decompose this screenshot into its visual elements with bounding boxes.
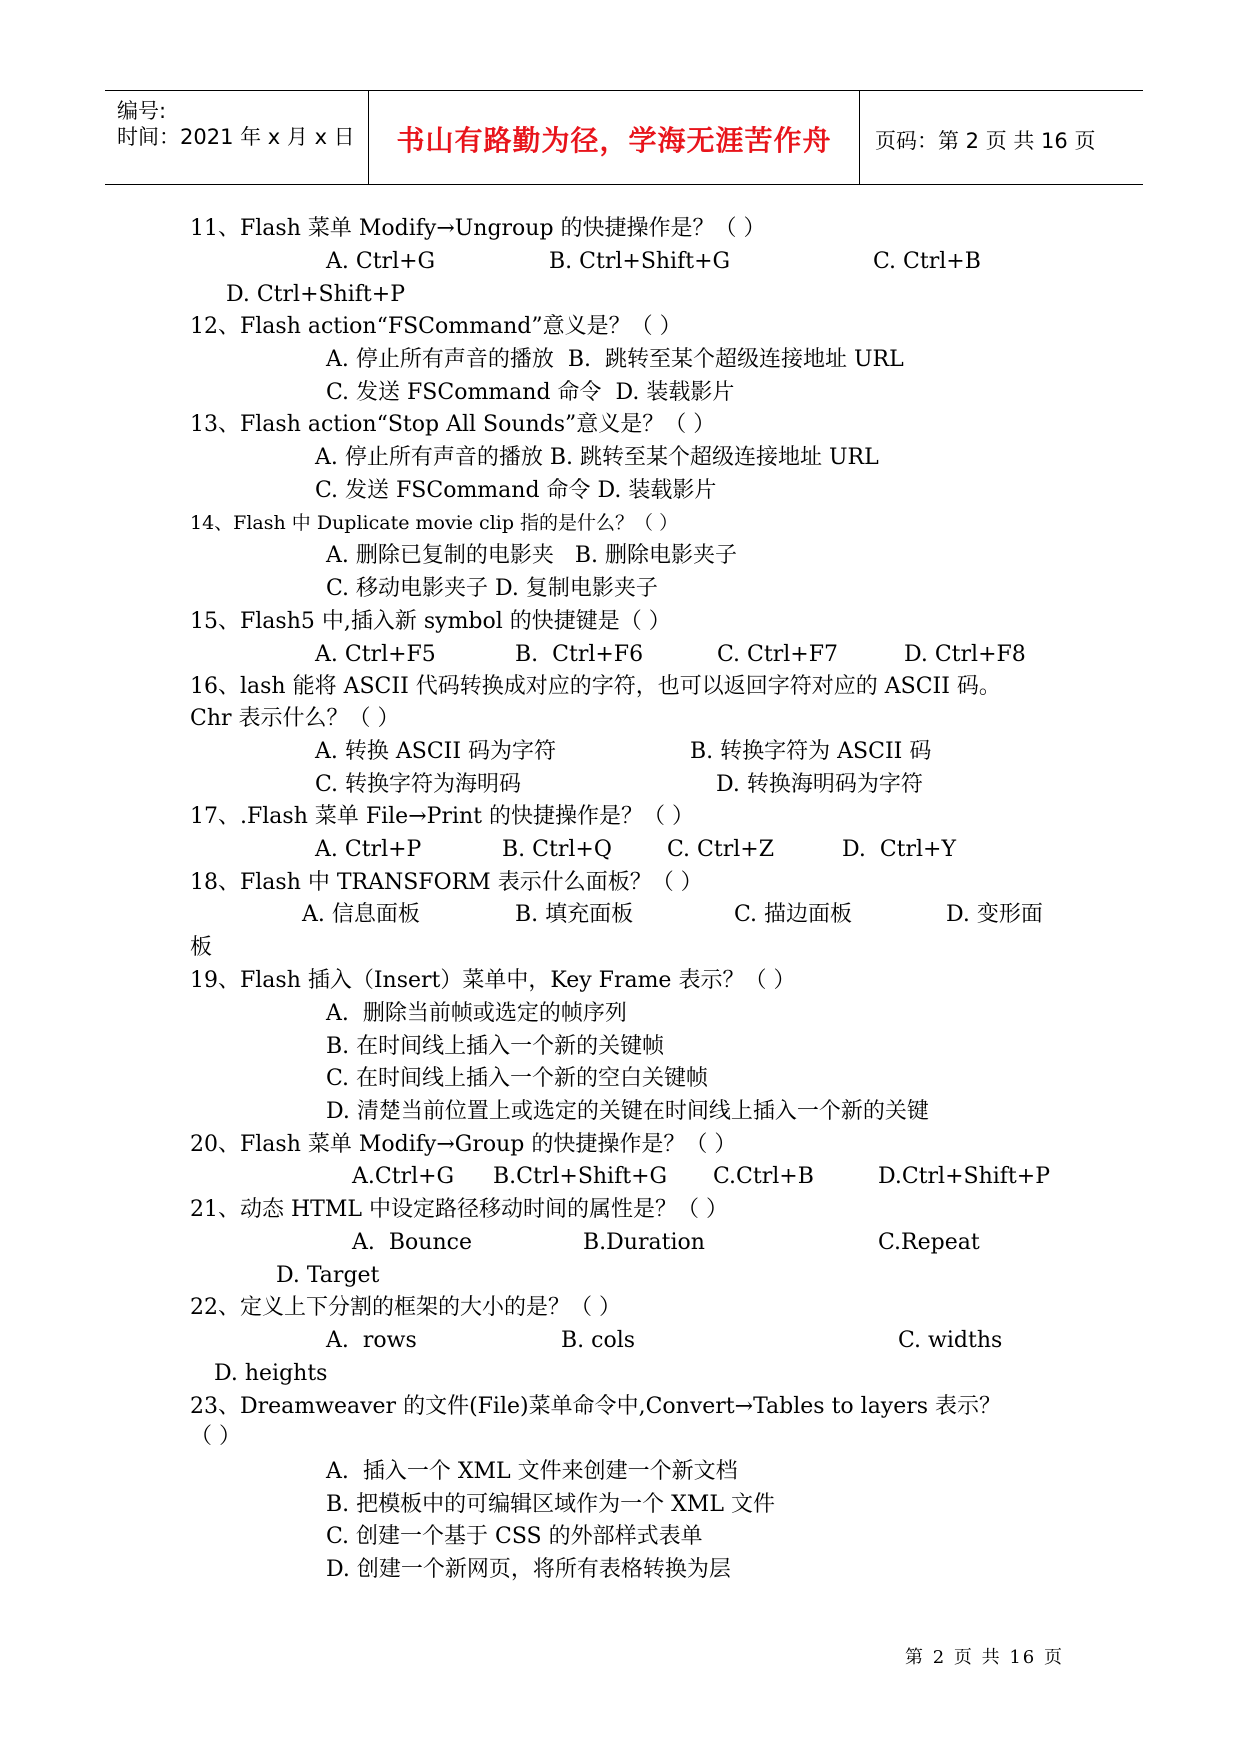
question-19-option-d: D. 清楚当前位置上或选定的关键在时间线上插入一个新的关键 (326, 1099, 929, 1124)
question-20-option-b: B.Ctrl+Shift+G (493, 1164, 668, 1189)
question-19-option-a: A. 删除当前帧或选定的帧序列 (326, 1001, 627, 1026)
question-21-option-d: D. Target (276, 1263, 380, 1288)
question-20-option-a: A.Ctrl+G (352, 1164, 455, 1189)
question-20-option-c: C.Ctrl+B (713, 1164, 814, 1189)
question-21-option-b: B.Duration (583, 1230, 705, 1255)
header-page-number: 页码：第 2 页 共 16 页 (875, 129, 1096, 153)
question-17-option-c: C. Ctrl+Z (667, 837, 774, 862)
question-12-stem: 12、Flash action“FSCommand”意义是？（ ） (190, 314, 682, 339)
question-21-option-c: C.Repeat (878, 1230, 980, 1255)
question-16-stem-line-1: 16、lash 能将 ASCII 代码转换成对应的字符，也可以返回字符对应的 ASCII 码。 (190, 674, 1001, 699)
header-motto: 书山有路勤为径，学海无涯苦作舟 (396, 124, 832, 157)
question-17-stem: 17、.Flash 菜单 File→Print 的快捷操作是？（ ） (190, 804, 694, 829)
question-22-options-row (0, 1330, 1241, 1354)
question-23-stem-line-2: （ ） (190, 1424, 241, 1449)
document-time-label: 时间：2021 年 x 月 x 日 (117, 125, 355, 149)
question-20-options-row (0, 1166, 1241, 1190)
question-15-option-a: A. Ctrl+F5 (315, 642, 436, 667)
question-22-stem: 22、定义上下分割的框架的大小的是？（ ） (190, 1295, 621, 1320)
question-15-option-b: B. Ctrl+F6 (515, 642, 644, 667)
question-23-option-d: D. 创建一个新网页，将所有表格转换为层 (326, 1557, 731, 1582)
question-17-option-b: B. Ctrl+Q (502, 837, 612, 862)
question-12-options-ab: A. 停止所有声音的播放 B. 跳转至某个超级连接地址 URL (326, 347, 904, 372)
question-16-option-c: C. 转换字符为海明码 (315, 772, 522, 797)
question-20-stem: 20、Flash 菜单 Modify→Group 的快捷操作是？（ ） (190, 1132, 737, 1157)
question-23-stem-line-1: 23、Dreamweaver 的文件(File)菜单命令中,Convert→Tables to layers 表示？ (190, 1394, 1002, 1419)
question-15-option-d: D. Ctrl+F8 (904, 642, 1026, 667)
question-15-options-row (0, 644, 1241, 668)
question-19-stem: 19、Flash 插入（Insert）菜单中，Key Frame 表示？（ ） (190, 968, 796, 993)
question-11-option-a: A. Ctrl+G (326, 249, 436, 274)
question-21-options-row (0, 1232, 1241, 1256)
question-16-option-b: B. 转换字符为 ASCII 码 (690, 739, 932, 764)
question-16-stem-line-2: Chr 表示什么？（ ） (190, 706, 400, 731)
question-18-option-a: A. 信息面板 (302, 902, 420, 927)
question-11-stem: 11、Flash 菜单 Modify→Ungroup 的快捷操作是？（ ） (190, 216, 766, 241)
question-16-options-row-2 (0, 774, 1241, 798)
question-11-option-c: C. Ctrl+B (873, 249, 981, 274)
question-18-stem: 18、Flash 中 TRANSFORM 表示什么面板？（ ） (190, 870, 703, 895)
header-middle-cell (369, 91, 860, 184)
header-right-cell (861, 91, 1143, 184)
question-22-option-b: B. cols (561, 1328, 636, 1353)
question-13-options-cd: C. 发送 FSCommand 命令 D. 装载影片 (315, 478, 717, 503)
question-12-options-cd: C. 发送 FSCommand 命令 D. 装载影片 (326, 380, 735, 405)
question-11-option-d: D. Ctrl+Shift+P (226, 282, 405, 307)
question-18-option-c: C. 描边面板 (734, 902, 853, 927)
question-19-option-c: C. 在时间线上插入一个新的空白关键帧 (326, 1066, 709, 1091)
question-18-option-b: B. 填充面板 (515, 902, 634, 927)
question-21-option-a: A. Bounce (352, 1230, 472, 1255)
question-17-option-d: D. Ctrl+Y (842, 837, 957, 862)
document-number-label: 编号: (117, 99, 167, 123)
question-16-option-a: A. 转换 ASCII 码为字符 (315, 739, 557, 764)
header-left-cell (105, 91, 369, 184)
question-17-option-a: A. Ctrl+P (315, 837, 422, 862)
question-11-option-b: B. Ctrl+Shift+G (549, 249, 731, 274)
question-16-options-row-1 (0, 741, 1241, 765)
question-23-option-b: B. 把模板中的可编辑区域作为一个 XML 文件 (326, 1492, 775, 1517)
question-18-option-d-continuation: 板 (190, 935, 213, 960)
question-20-option-d: D.Ctrl+Shift+P (878, 1164, 1051, 1189)
question-22-option-a: A. rows (326, 1328, 417, 1353)
question-16-option-d: D. 转换海明码为字符 (716, 772, 923, 797)
question-14-options-cd: C. 移动电影夹子 D. 复制电影夹子 (326, 576, 658, 601)
question-15-option-c: C. Ctrl+F7 (717, 642, 838, 667)
page-footer-number: 第 2 页 共 16 页 (905, 1647, 1064, 1668)
question-11-options-row (0, 251, 1241, 275)
question-21-stem: 21、动态 HTML 中设定路径移动时间的属性是？（ ） (190, 1197, 728, 1222)
question-22-option-c: C. widths (898, 1328, 1003, 1353)
question-14-options-ab: A. 删除已复制的电影夹 B. 删除电影夹子 (326, 543, 738, 568)
page-header (105, 90, 1143, 185)
question-13-options-ab: A. 停止所有声音的播放 B. 跳转至某个超级连接地址 URL (315, 445, 879, 470)
question-14-stem: 14、Flash 中 Duplicate movie clip 指的是什么？（ ） (190, 512, 679, 534)
question-17-options-row (0, 839, 1241, 863)
question-19-option-b: B. 在时间线上插入一个新的关键帧 (326, 1034, 665, 1059)
question-18-options-row (0, 904, 1241, 928)
question-15-stem: 15、Flash5 中,插入新 symbol 的快捷键是（ ） (190, 609, 671, 634)
question-23-option-a: A. 插入一个 XML 文件来创建一个新文档 (326, 1459, 738, 1484)
question-23-option-c: C. 创建一个基于 CSS 的外部样式表单 (326, 1524, 703, 1549)
question-18-option-d: D. 变形面 (946, 902, 1043, 927)
question-13-stem: 13、Flash action“Stop All Sounds”意义是？（ ） (190, 412, 716, 437)
question-22-option-d: D. heights (214, 1361, 328, 1386)
